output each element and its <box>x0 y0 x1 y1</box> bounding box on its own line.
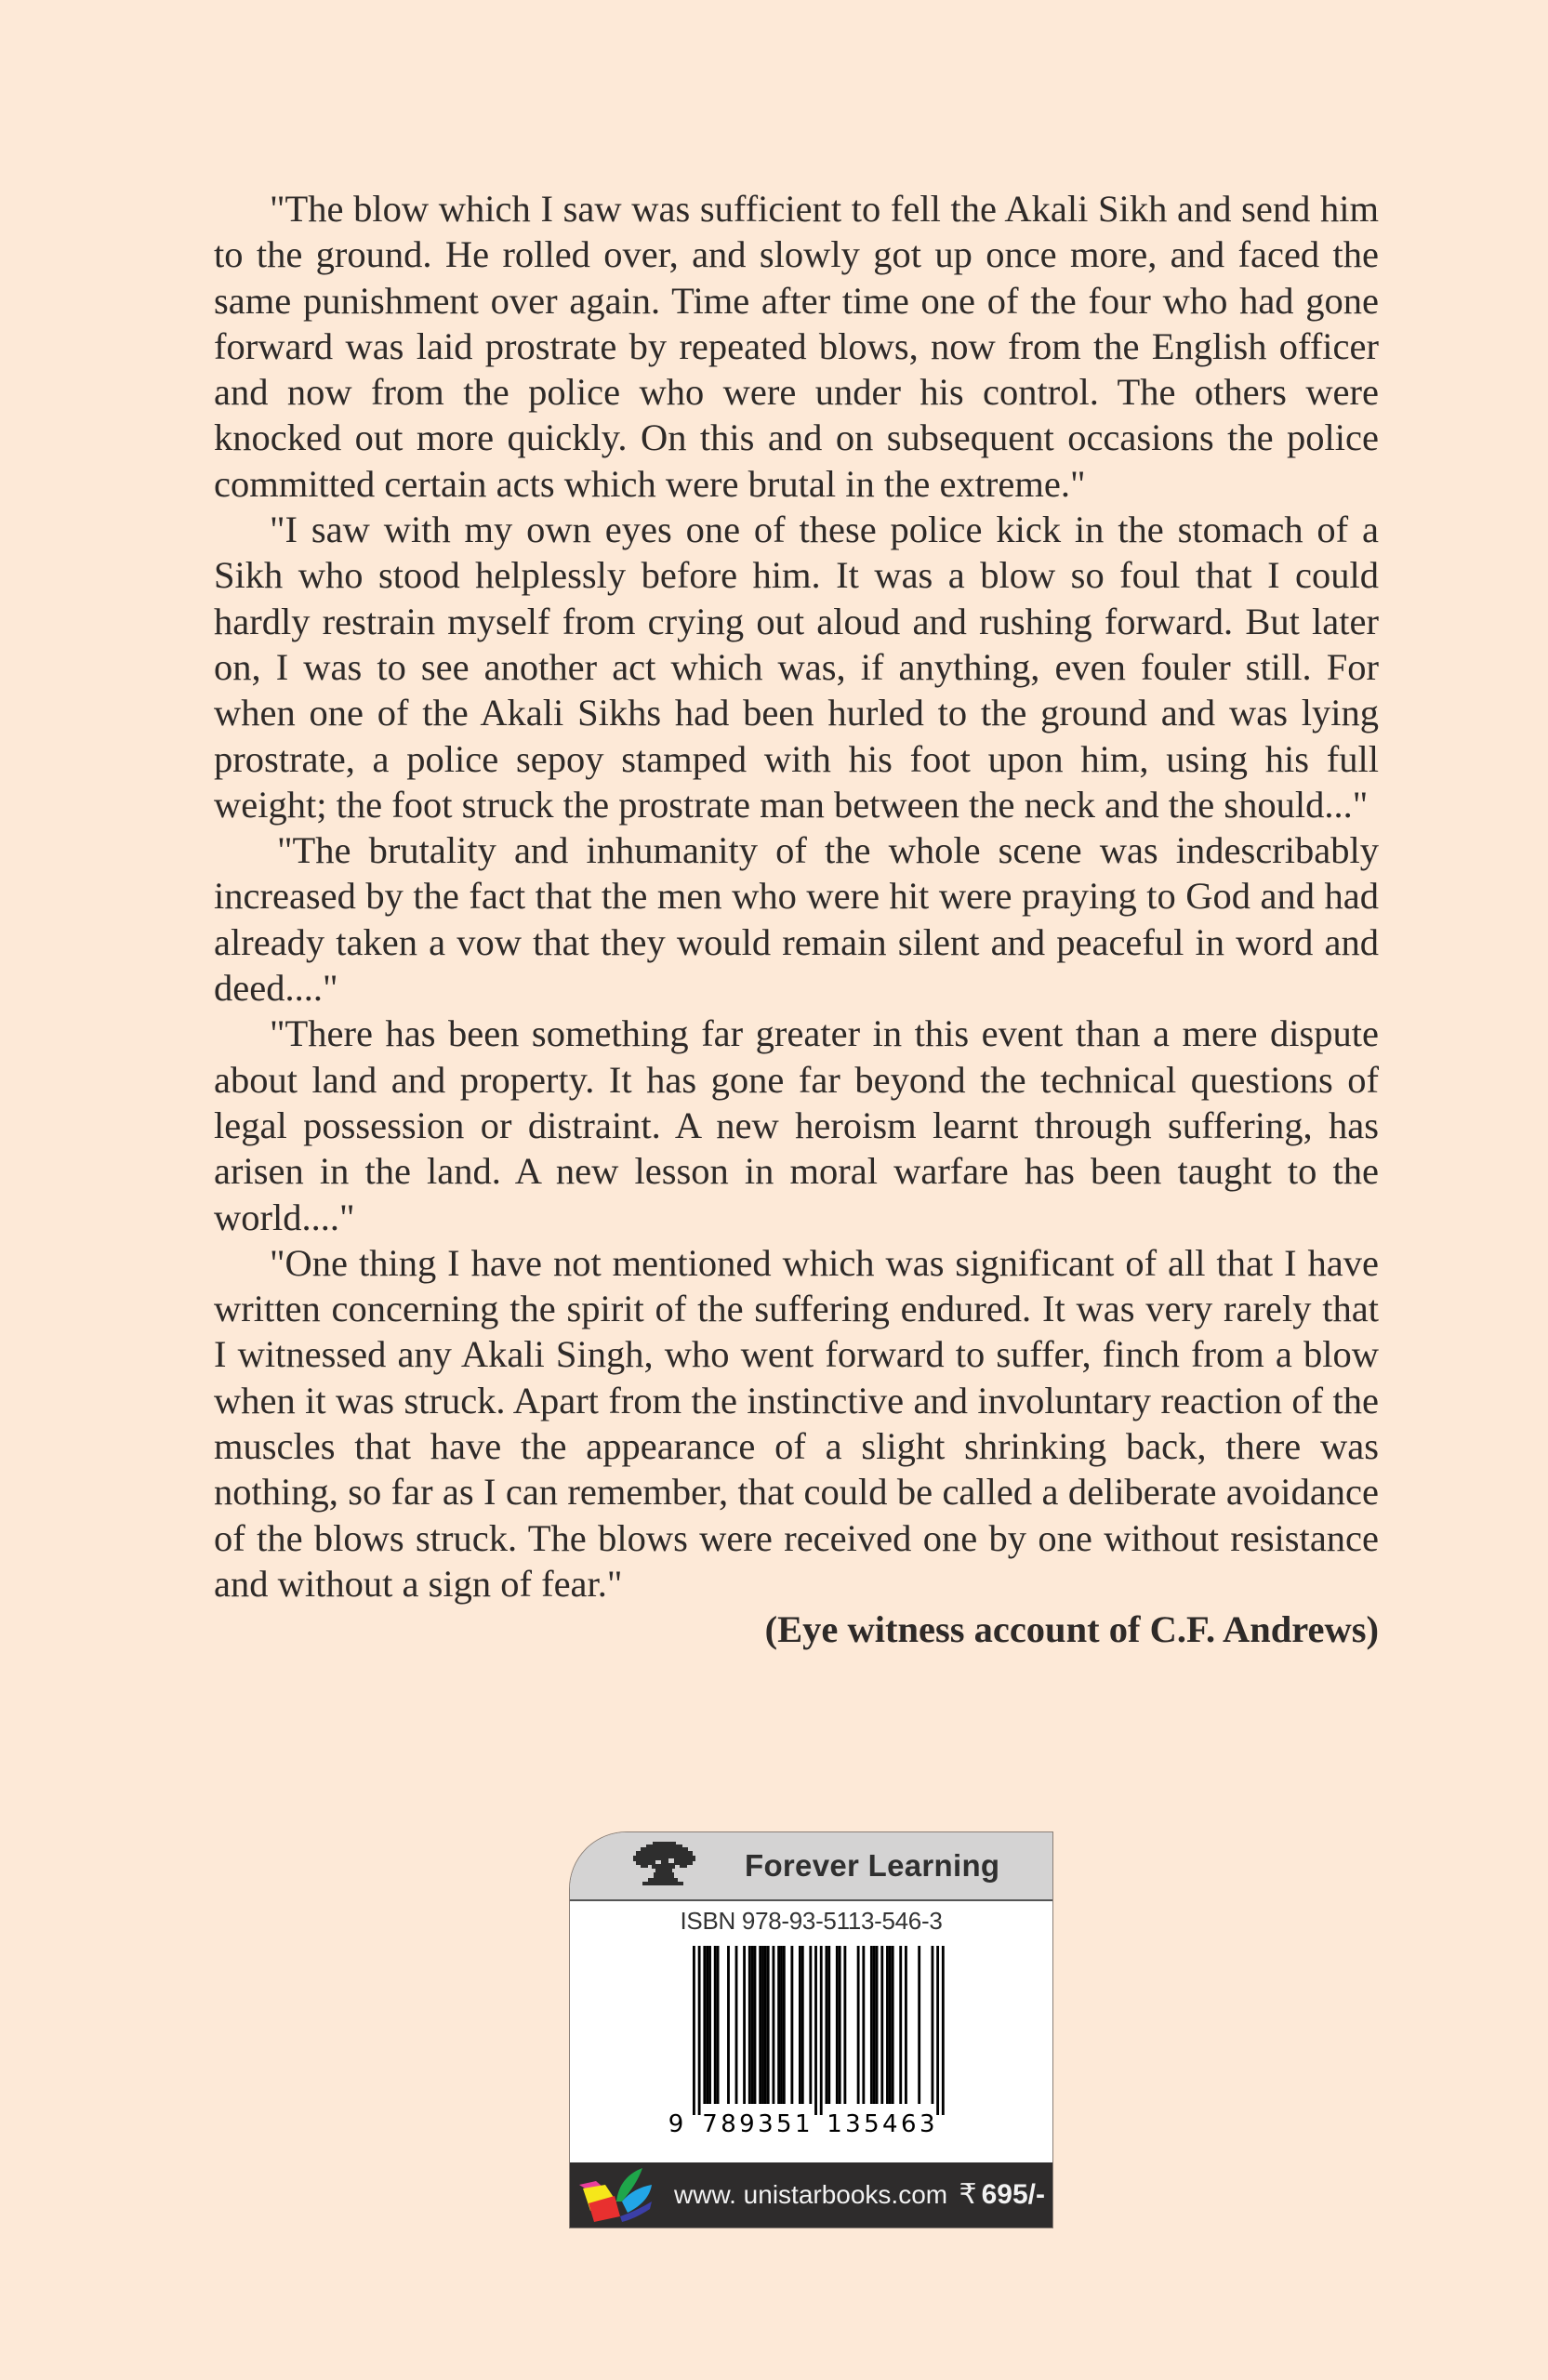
ean13-barcode <box>663 1946 960 2160</box>
barcode-digit: 5 <box>776 2110 792 2138</box>
tagline-band <box>570 1832 1052 1901</box>
barcode-digit: 4 <box>882 2110 898 2138</box>
barcode-digit: 6 <box>901 2110 917 2138</box>
barcode-digit: 1 <box>795 2110 811 2138</box>
price-value: 695/- <box>981 2179 1045 2210</box>
barcode-digit: 9 <box>739 2110 755 2138</box>
attribution: (Eye witness account of C.F. Andrews) <box>764 1608 1379 1651</box>
barcode-bar <box>777 1946 780 2104</box>
publisher-website: www. unistarbooks.com <box>674 2180 948 2209</box>
barcode-bar <box>790 1946 793 2104</box>
barcode-bar <box>918 1946 920 2104</box>
barcode-bar <box>748 1946 751 2104</box>
barcode-bar <box>754 1946 757 2104</box>
barcode-bar <box>708 1946 711 2104</box>
barcode-bar <box>773 1946 775 2104</box>
tagline: Forever Learning <box>745 1848 1000 1883</box>
barcode-digit: 1 <box>827 2110 842 2138</box>
barcode-bar <box>839 1946 841 2104</box>
open-book-logo-icon <box>574 2164 655 2226</box>
barcode-bar <box>862 1946 865 2104</box>
barcode-bar <box>870 1946 873 2104</box>
barcode-bar <box>783 1946 786 2104</box>
barcode-bar <box>843 1946 846 2104</box>
barcode-bar <box>873 1946 876 2104</box>
barcode-bar <box>809 1946 812 2104</box>
quote-paragraph-2: "I saw with my own eyes one of these police kick in the stomach of a Sikh who stood helplessly before him. It was a blow so foul that I could hardly restrain myself from crying out aloud and rushing forward. But later on, I was to see another act which was, if anything, even fouler still. For when one of the Akali Sikhs had been hurled to the ground and was lying prostrate, a police sepoy stamped with his foot upon him, using his full weight; the foot struck the prostrate man between the neck and the should..." <box>214 509 1379 826</box>
barcode-label <box>569 1831 1053 2228</box>
barcode-bar <box>899 1946 902 2104</box>
isbn-number: ISBN 978-93-5113-546-3 <box>680 1907 943 1935</box>
barcode-bar <box>703 1946 706 2104</box>
barcode-bar <box>814 1946 817 2115</box>
barcode-bar <box>857 1946 860 2104</box>
barcode-digit: 5 <box>864 2110 880 2138</box>
barcode-bar <box>827 1946 830 2104</box>
barcode-bar <box>693 1946 695 2115</box>
barcode-bar <box>932 1946 934 2104</box>
barcode-digit: 3 <box>845 2110 861 2138</box>
barcode-digit: 8 <box>721 2110 736 2138</box>
barcode-bar <box>780 1946 783 2104</box>
barcode-bar <box>905 1946 907 2104</box>
barcode-bar <box>876 1946 879 2104</box>
barcode-bar <box>826 1946 828 2104</box>
barcode-bar <box>717 1946 720 2104</box>
barcode-bar <box>743 1946 746 2104</box>
barcode-bar <box>886 1946 889 2104</box>
barcode-bar <box>706 1946 708 2104</box>
barcode-bar <box>751 1946 754 2104</box>
barcode-bar <box>801 1946 804 2104</box>
quote-paragraph-5: "One thing I have not mentioned which was significant of all that I have written concerning the spirit of the suffering endured. It was very rarely that I witnessed any Akali Singh, who went forward to suffer, finch from a blow when it was struck. Apart from the instinctive and involuntary reaction of the muscles that have the appearance of a slight shrinking back, there was nothing, so far as I can remember, that could be called a deliberate avoidance of the blows struck. The blows were received one by one without resistance and without a sign of fear." <box>214 1241 1379 1605</box>
barcode-bar <box>820 1946 823 2115</box>
barcode-bar <box>836 1946 839 2104</box>
barcode-bar <box>764 1946 767 2104</box>
barcode-bar <box>892 1946 894 2104</box>
barcode-digit: 9 <box>668 2110 684 2138</box>
barcode-bar <box>880 1946 883 2104</box>
barcode-bar <box>942 1946 945 2115</box>
barcode-bar <box>767 1946 770 2104</box>
barcode-bar <box>759 1946 761 2104</box>
barcode-bar <box>735 1946 738 2104</box>
barcode-bar <box>714 1946 717 2104</box>
barcode-bar <box>727 1946 730 2104</box>
price-label <box>943 2162 1045 2228</box>
barcode-bar <box>698 1946 701 2115</box>
barcode-digit: 7 <box>702 2110 718 2138</box>
back-cover-text <box>214 186 1379 1653</box>
publisher-band <box>570 2162 1052 2228</box>
quote-paragraph-1: "The blow which I saw was sufficient to fell the Akali Sikh and send him to the ground. He rolled over, and slowly got up once more, and faced the same punishment over again. Time after time one of the four who had gone forward was laid prostrate by repeated blows, now from the English officer and now from the police who were under his control. The others were knocked out more quickly. On this and on subsequent occasions the police committed certain acts which were brutal in the extreme." <box>214 188 1379 505</box>
tree-icon <box>631 1840 708 1896</box>
rupee-icon: ₹ <box>959 2179 977 2210</box>
barcode-bar <box>889 1946 892 2104</box>
barcode-bar <box>936 1946 939 2115</box>
barcode-bar <box>761 1946 764 2104</box>
barcode-digit: 3 <box>758 2110 774 2138</box>
quote-paragraph-4: "There has been something far greater in this event than a mere dispute about land and property. It has gone far beyond the technical questions of legal possession or distraint. A new heroism learnt through suffering, has arisen in the land. A new lesson in moral warfare has been taught to the world...." <box>214 1012 1379 1238</box>
quote-paragraph-3: "The brutality and inhumanity of the whole scene was indescribably increased by the fact that the men who were hit were praying to God and had already taken a vow that they would remain silent and peaceful in word and deed...." <box>214 829 1379 1010</box>
barcode-bar <box>799 1946 801 2104</box>
barcode-digit: 3 <box>919 2110 935 2138</box>
